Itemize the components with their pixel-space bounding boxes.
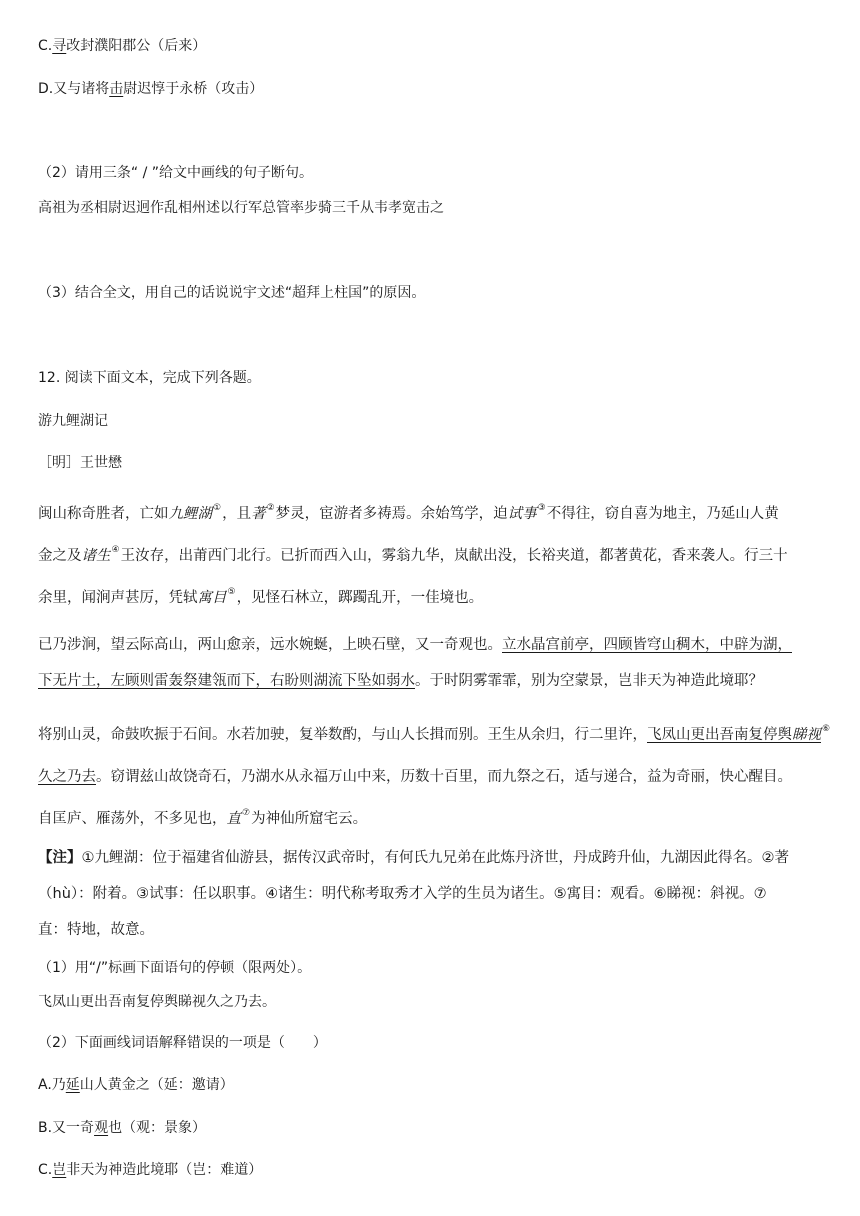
footnote-marker: ① [213, 503, 222, 513]
annotated-term: 寓目 [197, 590, 227, 606]
paragraph-line [38, 535, 828, 577]
annotated-term: 九鲤湖 [168, 506, 212, 522]
q12-sub2-prompt: （2）下面画线词语解释错误的一项是（ ） [38, 1035, 327, 1051]
paragraph-line [38, 798, 828, 840]
footnote-marker: ⑥ [822, 724, 831, 734]
text: 余里，闻涧声甚厉，凭轼 [38, 590, 198, 606]
note-line [38, 840, 830, 876]
paragraph-line [38, 756, 828, 798]
underlined-sentence: 下无片土，左顾则雷轰祭建瓴而下，右盼则湖流下坠如弱水 [38, 673, 415, 689]
paragraph-line [38, 627, 828, 663]
q12-heading: 12. 阅读下面文本，完成下列各题。 [38, 370, 261, 386]
q11-option-d[interactable] [38, 79, 263, 99]
option-text: 改封濮阳郡公（后来） [66, 38, 207, 54]
q11-sub2-prompt: （2）请用三条“ / ”给文中画线的句子断句。 [38, 165, 314, 181]
option-text: 也（观：景象） [108, 1120, 207, 1136]
q12-sub1-prompt: （1）用“/”标画下面语句的停顿（限两处）。 [38, 960, 312, 976]
passage-author: ［明］王世懋 [38, 455, 122, 471]
option-label: D.又与诸将 [38, 81, 110, 97]
q12-option-a[interactable] [38, 1075, 234, 1095]
footnote-marker: ③ [537, 503, 546, 513]
underlined-sentence: 立水晶宫前亭，四顾皆穹山稠木，中辟为湖， [502, 637, 792, 653]
annotated-term: 睇视 [792, 727, 821, 743]
option-label: C. [38, 1162, 53, 1178]
passage-paragraph-2 [38, 627, 828, 699]
text: 梦灵，宦游者多祷焉。余始笃学，迫 [275, 506, 508, 522]
text: ①九鲤湖：位于福建省仙游县，据传汉武帝时，有何氏九兄弟在此炼丹济世，丹成跨升仙，九湖因此得名。②著 [81, 850, 789, 866]
underlined-sentence: 久之乃去 [38, 769, 96, 785]
footnote-marker: ⑦ [242, 808, 251, 818]
text: 闽山称奇胜者，亡如 [38, 506, 169, 522]
option-text: 山人黄金之（延：邀请） [79, 1077, 234, 1093]
annotated-term: 试事 [507, 506, 537, 522]
underlined-sentence: 飞凤山更出吾南复停舆 [647, 727, 792, 743]
q11-option-c[interactable] [38, 36, 206, 56]
text: 自匡庐、雁荡外，不多见也， [38, 811, 227, 827]
option-label: A.乃 [38, 1077, 66, 1093]
paragraph-line [38, 663, 828, 699]
text: 金之及 [38, 548, 82, 564]
text: 王汝存，出莆西门北行。已折而西入山，雾翁九华，岚献出没，长裕夹道，都著黄花，香来袭人。行三十 [120, 548, 788, 564]
paragraph-line [38, 714, 831, 756]
text: ，且 [222, 506, 252, 522]
paragraph-line [38, 577, 828, 619]
option-label: C. [38, 38, 53, 54]
passage-paragraph-1 [38, 493, 828, 619]
q12-option-b[interactable] [38, 1118, 206, 1138]
footnote-marker: ⑤ [227, 587, 236, 597]
passage-paragraph-3 [38, 714, 831, 840]
text: ，见怪石林立，踯躅乱开，一佳境也。 [236, 590, 484, 606]
text: 将别山灵，命鼓吹振于石间。水若加驶，复举数酌，与山人长揖而别。王生从余归，行二里许， [38, 727, 647, 743]
text: 已乃涉涧，望云际高山，两山愈亲，远水婉蜒，上映石壁，又一奇观也。 [38, 637, 502, 653]
q11-sub3-prompt: （3）结合全文，用自己的话说说宇文述“超拜上柱国”的原因。 [38, 285, 426, 301]
option-label: B.又一奇 [38, 1120, 95, 1136]
paragraph-line [38, 493, 828, 535]
option-text: 非天为神造此境耶（岂：难道） [66, 1162, 263, 1178]
underlined-word: 延 [65, 1077, 80, 1093]
q11-sub2-sentence: 高祖为丞相尉迟迥作乱相州述以行军总管率步骑三千从韦孝宽击之 [38, 200, 444, 216]
underlined-word: 观 [94, 1120, 109, 1136]
annotated-term: 诸生 [81, 548, 111, 564]
annotation-notes [38, 840, 830, 948]
passage-title: 游九鲤湖记 [38, 413, 108, 429]
text: 。窃谓兹山故饶奇石，乃湖水从永福万山中来，历数十百里，而九祭之石，适与递合，益为奇丽，快心醒目。 [96, 769, 792, 785]
note-label: 【注】 [38, 850, 82, 866]
q12-option-c[interactable] [38, 1160, 262, 1180]
underlined-word: 寻 [52, 38, 67, 54]
text: 。于时阴雾霏霏，别为空蒙景，岂非天为神造此境耶？ [415, 673, 763, 689]
note-line: 直：特地，故意。 [38, 922, 154, 938]
text: 不得往，窃自喜为地主，乃延山人黄 [546, 506, 779, 522]
annotated-term: 著 [251, 506, 266, 522]
option-text: 尉迟惇于永桥（攻击） [123, 81, 264, 97]
note-line: （hù）：附着。③试事：任以职事。④诸生：明代称考取秀才入学的生员为诸生。⑤寓目：观看。⑥睇视：斜视。⑦ [38, 886, 767, 902]
text: 为神仙所窟宅云。 [251, 811, 368, 827]
footnote-marker: ④ [111, 545, 120, 555]
underlined-word: 击 [109, 81, 124, 97]
annotated-term: 直 [226, 811, 241, 827]
underlined-word: 岂 [52, 1162, 67, 1178]
footnote-marker: ② [266, 503, 275, 513]
q12-sub1-sentence: 飞凤山更出吾南复停舆睇视久之乃去。 [38, 994, 276, 1010]
